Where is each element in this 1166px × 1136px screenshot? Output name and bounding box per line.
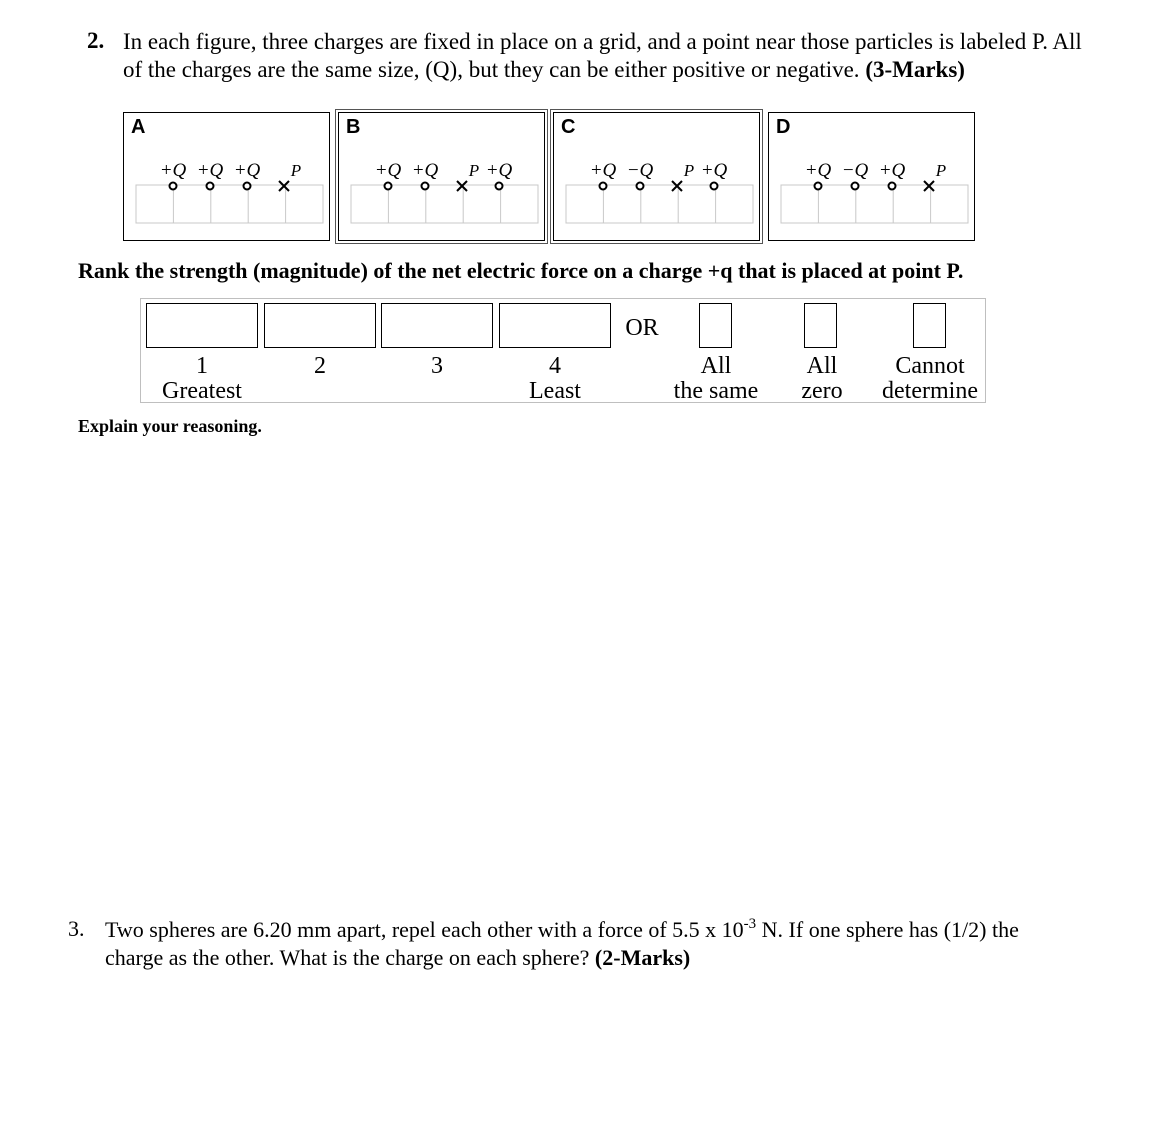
or-label: OR xyxy=(625,315,659,341)
cannot-determine-label-line2: determine xyxy=(882,378,978,404)
figure-panel-a xyxy=(123,112,330,241)
charge-label: +Q xyxy=(485,160,513,181)
charge-label: +Q xyxy=(589,160,617,181)
charge-label: +Q xyxy=(159,160,187,181)
figure-panel-b xyxy=(338,112,545,241)
charge-dot-icon xyxy=(815,183,822,190)
figure-panel-c xyxy=(553,112,760,241)
charge-label: +Q xyxy=(878,160,906,181)
cannot-determine-label-line1: Cannot xyxy=(895,353,965,379)
point-x-icon xyxy=(672,181,682,191)
charge-label: +Q xyxy=(804,160,832,181)
point-x-icon xyxy=(924,181,934,191)
charge-label: +Q xyxy=(374,160,402,181)
question-3-text-line1 xyxy=(105,916,1019,944)
grid-border xyxy=(781,185,968,223)
panel-letter: A xyxy=(131,116,146,138)
point-x-icon xyxy=(457,181,467,191)
panel-letter: B xyxy=(346,116,361,138)
charge-dot-icon xyxy=(244,183,251,190)
charge-dot-icon xyxy=(207,183,214,190)
all-the-same-label-line2: the same xyxy=(673,378,759,404)
question-2-marks: (3-Marks) xyxy=(865,57,965,82)
charge-label: −Q xyxy=(626,160,654,181)
charge-grid xyxy=(554,113,761,242)
grid-border xyxy=(566,185,753,223)
charge-label: +Q xyxy=(700,160,728,181)
rank-3-number: 3 xyxy=(431,353,443,379)
rank-4-sub: Least xyxy=(529,378,581,404)
question-3-marks: (2-Marks) xyxy=(594,945,691,970)
charge-grid xyxy=(339,113,546,242)
all-the-same-label-line1: All xyxy=(700,353,732,379)
rank-4-box[interactable] xyxy=(499,303,611,348)
question-3-text-c: charge as the other. What is the charge on each sphere? xyxy=(105,945,595,970)
rank-4-number: 4 xyxy=(549,353,561,379)
cannot-determine-box[interactable] xyxy=(913,303,946,348)
question-3-number: 3. xyxy=(68,916,85,941)
question-3-text-a: Two spheres are 6.20 mm apart, repel each other with a force of 5.5 x 10 xyxy=(105,917,744,942)
rank-heading: Rank the strength (magnitude) of the net electric force on a charge +q that is placed at point P. xyxy=(78,258,964,283)
charge-label: −Q xyxy=(841,160,869,181)
charge-dot-icon xyxy=(852,183,859,190)
grid-border xyxy=(351,185,538,223)
charge-dot-icon xyxy=(711,183,718,190)
point-x-icon xyxy=(279,181,289,191)
question-3-exponent: -3 xyxy=(743,916,757,932)
charge-dot-icon xyxy=(637,183,644,190)
question-2-text-line1: In each figure, three charges are fixed in place on a grid, and a point near those particles is labeled P. All xyxy=(123,29,1082,54)
question-3-text-line2 xyxy=(105,944,690,972)
question-3-text-b: N. If one sphere has (1/2) the xyxy=(756,917,1019,942)
charge-grid xyxy=(124,113,331,242)
question-2-text-line2 xyxy=(123,56,965,84)
grid-border xyxy=(136,185,323,223)
all-zero-box[interactable] xyxy=(804,303,837,348)
charge-dot-icon xyxy=(170,183,177,190)
panel-letter: D xyxy=(776,116,791,138)
rank-1-number: 1 xyxy=(196,353,208,379)
all-zero-label-line1: All xyxy=(806,353,838,379)
explain-prompt: Explain your reasoning. xyxy=(78,416,262,436)
charge-dot-icon xyxy=(422,183,429,190)
rank-1-sub: Greatest xyxy=(162,378,242,404)
figure-panel-d xyxy=(768,112,975,241)
point-p-label: P xyxy=(468,161,480,180)
charge-dot-icon xyxy=(385,183,392,190)
charge-label: +Q xyxy=(411,160,439,181)
rank-3-box[interactable] xyxy=(381,303,493,348)
rank-1-box[interactable] xyxy=(146,303,258,348)
point-p-label: P xyxy=(683,161,695,180)
charge-dot-icon xyxy=(600,183,607,190)
charge-dot-icon xyxy=(496,183,503,190)
panel-letter: C xyxy=(561,116,576,138)
question-2-text: of the charges are the same size, (Q), but they can be either positive or negative. xyxy=(123,57,866,82)
charge-label: +Q xyxy=(196,160,224,181)
rank-2-box[interactable] xyxy=(264,303,376,348)
question-2-number: 2. xyxy=(87,28,105,53)
charge-dot-icon xyxy=(889,183,896,190)
all-zero-label-line2: zero xyxy=(801,378,843,404)
all-the-same-box[interactable] xyxy=(699,303,732,348)
rank-2-number: 2 xyxy=(314,353,326,379)
charge-label: +Q xyxy=(233,160,261,181)
point-p-label: P xyxy=(290,161,302,180)
point-p-label: P xyxy=(935,161,947,180)
charge-grid xyxy=(769,113,976,242)
